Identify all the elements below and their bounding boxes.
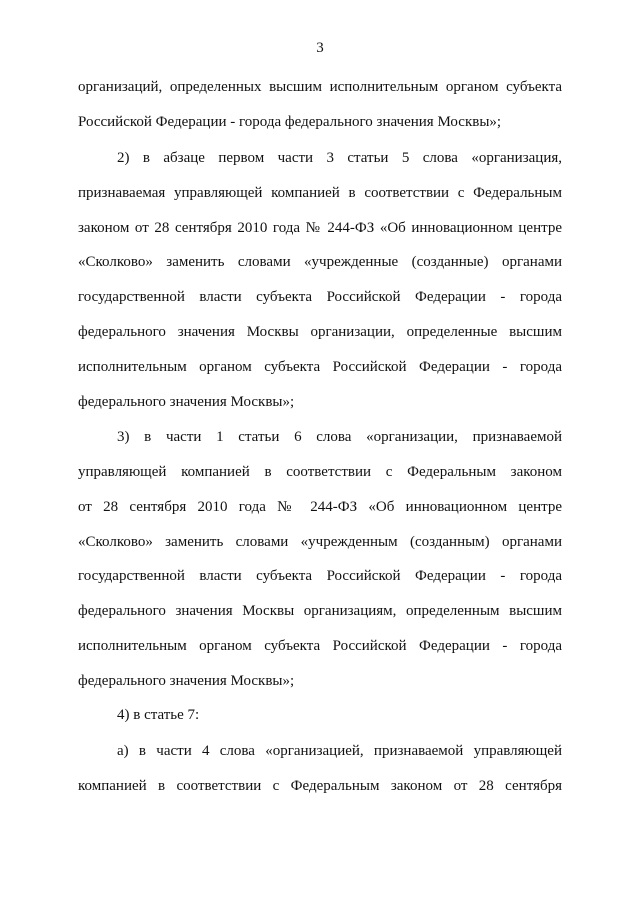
- text-line: государственной власти субъекта Российской Федерации - города: [78, 289, 562, 305]
- text-line: государственной власти субъекта Российской Федерации - города: [78, 568, 562, 584]
- text-line: а) в части 4 слова «организацией, признаваемой управляющей: [117, 743, 562, 759]
- text-line: 3) в части 1 статьи 6 слова «организации, признаваемой: [117, 429, 562, 445]
- text-line: организаций, определенных высшим исполнительным органом субъекта: [78, 79, 562, 95]
- text-line: федерального значения Москвы организации, определенные высшим: [78, 324, 562, 340]
- text-line: исполнительным органом субъекта Российской Федерации - города: [78, 638, 562, 654]
- text-line: компанией в соответствии с Федеральным законом от 28 сентября: [78, 778, 562, 794]
- text-line: федерального значения Москвы»;: [78, 394, 295, 410]
- text-line: «Сколково» заменить словами «учрежденные (созданные) органами: [78, 254, 562, 270]
- text-line: федерального значения Москвы»;: [78, 673, 295, 689]
- text-line: 2) в абзаце первом части 3 статьи 5 слова «организация,: [117, 150, 562, 166]
- page-number: 3: [316, 40, 324, 56]
- text-line: управляющей компанией в соответствии с Федеральным законом: [78, 464, 562, 480]
- text-line: «Сколково» заменить словами «учрежденным (созданным) органами: [78, 534, 562, 550]
- text-line: исполнительным органом субъекта Российской Федерации - города: [78, 359, 562, 375]
- text-line: законом от 28 сентября 2010 года № 244-ФЗ «Об инновационном центре: [78, 220, 562, 236]
- text-line: признаваемая управляющей компанией в соответствии с Федеральным: [78, 185, 562, 201]
- text-line: федерального значения Москвы организациям, определенным высшим: [78, 603, 562, 619]
- text-line: 4) в статье 7:: [117, 707, 200, 723]
- text-line: от 28 сентября 2010 года № 244-ФЗ «Об инновационном центре: [78, 499, 562, 515]
- text-line: Российской Федерации - города федерального значения Москвы»;: [78, 114, 502, 130]
